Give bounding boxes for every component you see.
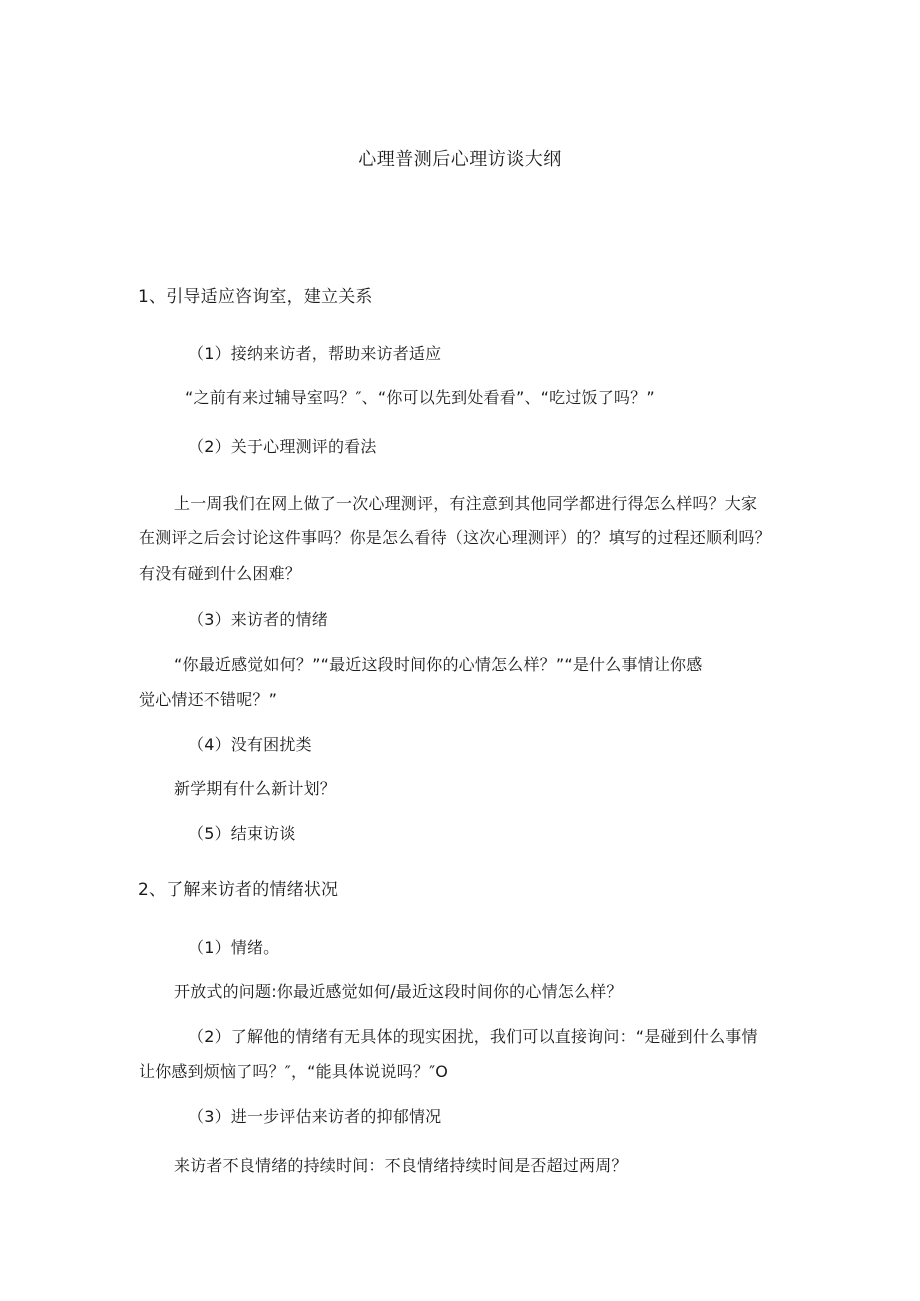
section-heading-1: 1、引导适应咨询室，建立关系 <box>138 287 373 307</box>
document-title: 心理普测后心理访谈大纲 <box>358 149 562 170</box>
subheading-2-3: （3）进一步评估来访者的抑郁情况 <box>188 1107 442 1126</box>
paragraph-line: 开放式的问题:你最近感觉如何/最近这段时间你的心情怎么样？ <box>174 982 623 1001</box>
subheading-1-2: （2）关于心理测评的看法 <box>188 437 377 456</box>
subheading-1-1: （1）接纳来访者，帮助来访者适应 <box>188 344 442 363</box>
subheading-2-1: （1）情绪。 <box>188 938 280 957</box>
subheading-1-4: （4）没有困扰类 <box>188 735 312 754</box>
paragraph-line: 有没有碰到什么困难？ <box>139 564 302 583</box>
subheading-2-2: （2）了解他的情绪有无具体的现实困扰，我们可以直接询问：“是碰到什么事情 <box>188 1027 758 1046</box>
paragraph-line: 让你感到烦恼了吗？″，“能具体说说吗？″O <box>139 1062 449 1081</box>
quote-line: 觉心情还不错呢？” <box>139 690 278 709</box>
quote-line: “你最近感觉如何？”“最近这段时间你的心情怎么样？”“是什么事情让你感 <box>174 655 703 674</box>
subheading-1-5: （5）结束访谈 <box>188 824 296 843</box>
paragraph-line: 新学期有什么新计划？ <box>174 779 337 798</box>
paragraph-line: 在测评之后会讨论这件事吗？你是怎么看待（这次心理测评）的？填写的过程还顺利吗？ <box>139 528 771 547</box>
quote-line: “之前有来过辅导室吗？″、“你可以先到处看看”、“吃过饭了吗？” <box>185 388 655 407</box>
paragraph-line: 上一周我们在网上做了一次心理测评，有注意到其他同学都进行得怎么样吗？大家 <box>174 494 758 513</box>
section-heading-2: 2、了解来访者的情绪状况 <box>138 880 339 900</box>
paragraph-line: 来访者不良情绪的持续时间：不良情绪持续时间是否超过两周？ <box>174 1156 628 1175</box>
subheading-1-3: （3）来访者的情绪 <box>188 610 328 629</box>
